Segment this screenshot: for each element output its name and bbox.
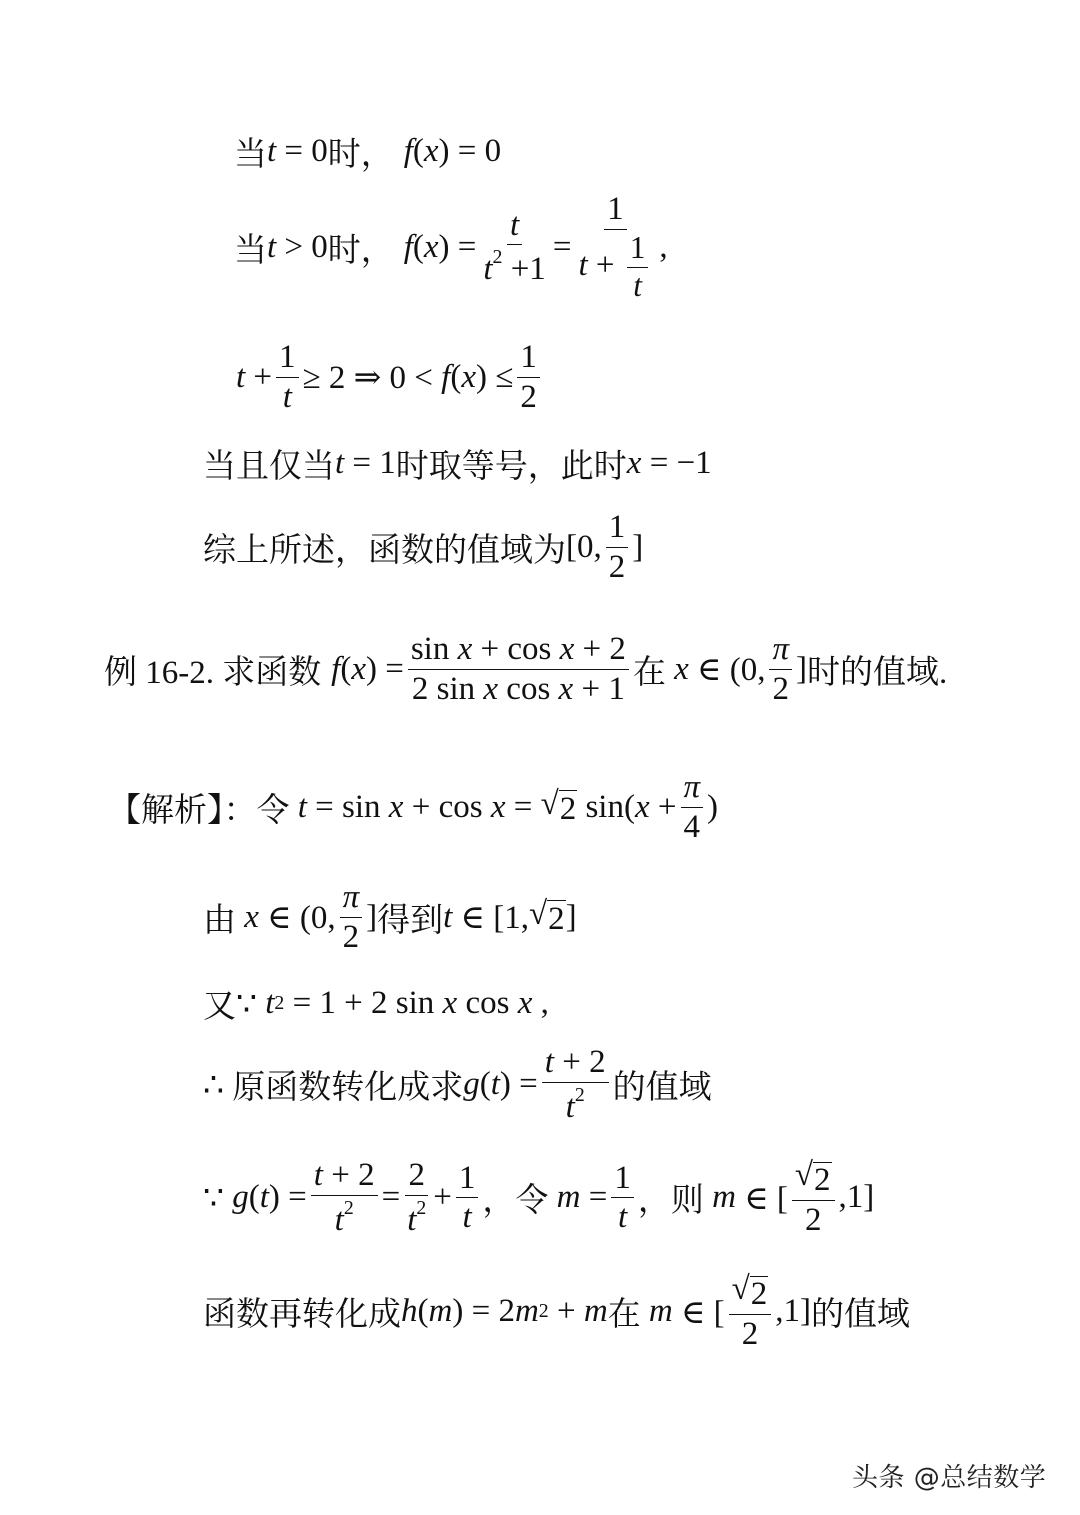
text: 【解析】：令 (108, 792, 290, 829)
math: t (267, 133, 277, 169)
fraction: $\frac{t}{t^2 +1}$ (483, 206, 546, 288)
line-inequality: t + $\frac{1}{t}$ ≥ 2 ⇒ 0 < f ( x ) ≤ $\frac{1}{2}$ (236, 340, 544, 414)
line-substitution-m: ∵ g ( t ) = $\frac{t + 2}{t^2}$ = $\frac{2}{t^2}$ + $\frac{1}{t}$ ， 令 m = $\frac{1}{t}$ ， 则 m ∈ [ √ 2 2 ,1] (203, 1157, 875, 1238)
line-g-of-t: ∴ 原函数转化成求 g ( t ) = $\frac{t + 2}{t^2}$ 的值域 (203, 1044, 712, 1125)
math: f (403, 133, 413, 169)
analysis-line: 【解析】：令 t = sin x + cos x = √ 2 sin( x + $\frac{\pi}{4}$ ) (108, 769, 719, 845)
watermark-text: 头条 @总结数学 (852, 1463, 1047, 1493)
line-domain: 由 x ∈ (0, $\frac{\pi}{2}$ ] 得到 t ∈ [1, √ 2 ] (203, 879, 577, 955)
text: 则 (670, 1183, 704, 1220)
text: 时， (327, 232, 394, 269)
text: 原函数转化成求 (232, 1070, 464, 1107)
text: 在 (607, 1297, 641, 1334)
fraction: 1 t + $\frac{1}{t}$ (575, 192, 655, 302)
text: 的值域 (811, 1297, 911, 1334)
text: 当 (234, 232, 267, 269)
text: 例 16-2. 求函数 (104, 654, 322, 691)
example-problem: 例 16-2. 求函数 f ( x ) = $\frac{\text{sin x + cos x + 2}}{\text{2 sin x cos x + 1}}$ 在 x ∈ (0, $\frac{\pi}{2}$ ] 时的值域. (104, 631, 948, 707)
text: 由 (203, 902, 236, 939)
text: 时取等号，此时 (395, 449, 627, 485)
text: 在 (632, 654, 666, 691)
text: 时的值域. (807, 654, 948, 691)
text: 时， (327, 137, 394, 173)
line-t-eq-0: 当 t = 0 时， f ( x ) = 0 (234, 128, 501, 175)
text: 得到 (377, 902, 444, 939)
text: 综上所述，函数的值域为 (203, 532, 566, 569)
line-t-squared: 又 ∵ t 2 = 1 + 2 sin x cos x , (203, 980, 549, 1027)
line-conclusion: 综上所述，函数的值域为 [0, $\frac{1}{2}$ ] (203, 509, 644, 585)
line-h-of-m: 函数再转化成 h ( m ) = 2 m 2 + m 在 m ∈ [ √ 2 2 ,1] 的值域 (203, 1271, 911, 1352)
line-equality: 当且仅当 t = 1 时取等号，此时 x = −1 (203, 440, 712, 487)
text: 又 (203, 989, 236, 1025)
text: 当 (234, 137, 267, 173)
text: 函数再转化成 (203, 1297, 401, 1334)
line-t-gt-0: 当 t > 0 时， f ( x ) = $\frac{t}{t^2 +1}$ = 1 t + $\frac{1}{t}$ , (234, 191, 668, 303)
text: 令 (515, 1183, 549, 1220)
text: 当且仅当 (203, 449, 335, 485)
text: 的值域 (612, 1070, 712, 1107)
